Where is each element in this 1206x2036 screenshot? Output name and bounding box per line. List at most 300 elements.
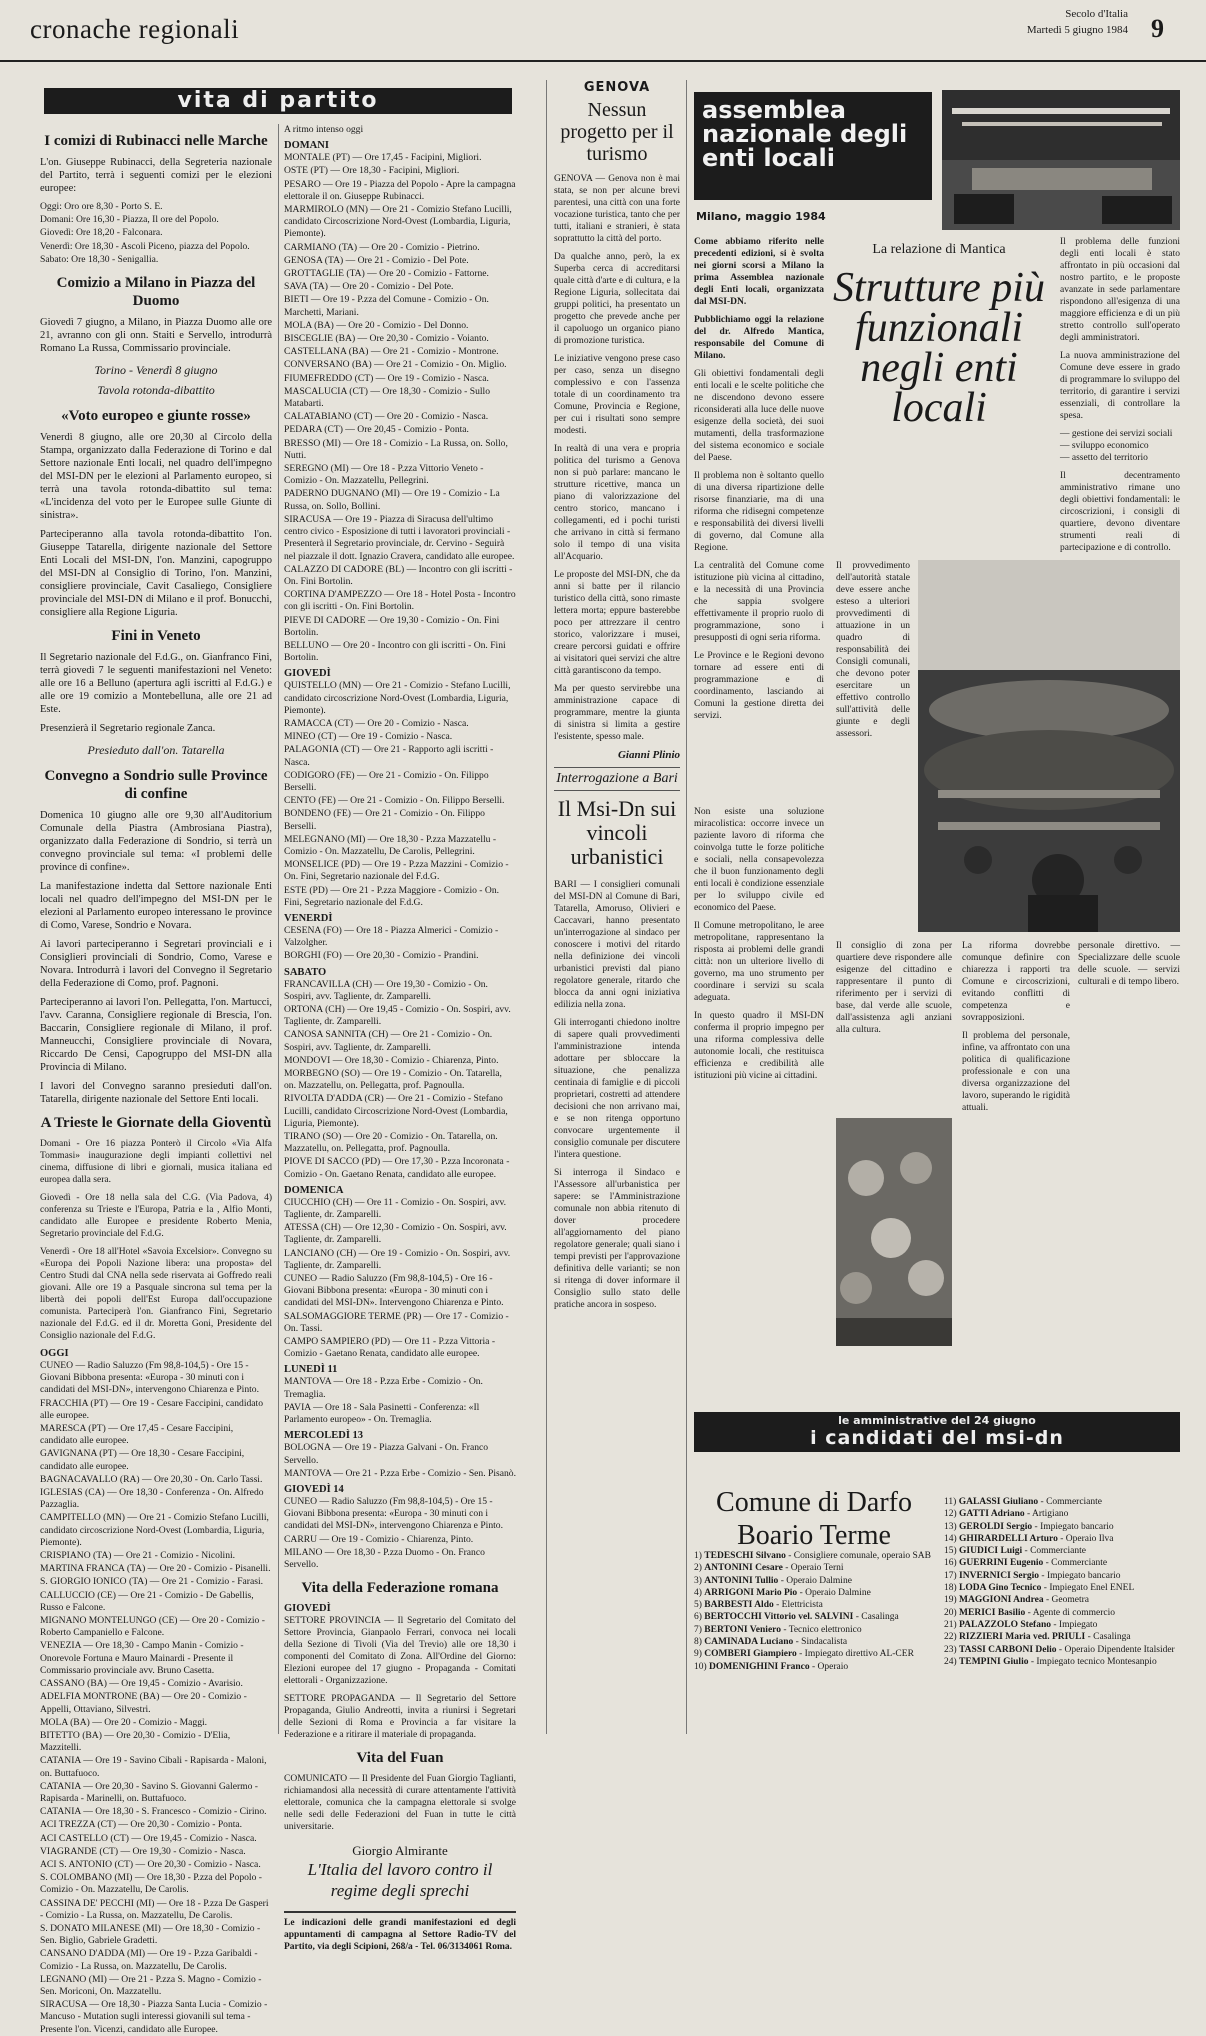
photo-illustration — [942, 90, 1180, 230]
assemblea-bottom-col-2 — [836, 940, 952, 1110]
candidate-name: ANTONINI Cesare — [704, 1563, 783, 1574]
schedule-entry: MARTINA FRANCA (TA) — Ore 20 - Comizio - Pisanelli. — [40, 1563, 271, 1575]
candidate-number: 9) — [694, 1649, 702, 1660]
candidate-number: 24) — [944, 1656, 957, 1667]
schedule-entry: PADERNO DUGNANO (MI) — Ore 19 - Comizio - La Russa, on. Sollo, Bollini. — [284, 488, 500, 512]
schedule-day-heading: GIOVEDÌ — [284, 668, 331, 680]
schedule-entry: MOLA (BA) — Ore 20 - Comizio - Del Donno. — [284, 319, 469, 331]
schedule-entry: BOLOGNA — Ore 19 - Piazza Galvani - On. Franco Servello. — [284, 1442, 489, 1466]
bari-paragraph: BARI — I consiglieri comunali del MSI-DN al Comune di Bari, Tatarella, Amoruso, Olivieri e Caccavari, hanno presentato un'interrogazione al sindaco per conoscere i motivi del ritardo nella definizione dei vincoli urbanistici previsti dal piano regolatore generale, ritardo che blocca da anni ogni iniziativa edilizia nella zona. — [554, 880, 680, 1010]
schedule-entry: CALAZZO DI CADORE (BL) — Incontro con gli iscritti - On. Fini Bortolin. — [284, 563, 513, 587]
candidate-name: TEMPINI Giulio — [959, 1656, 1029, 1667]
schedule-entry: CALLUCCIO (CE) — Ore 21 - Comizio - De Gabellis, Russo e Falcone. — [40, 1589, 254, 1613]
genova-paragraph: Le proposte del MSI-DN, che da anni si batte per il rilancio turistico della città, sono rimaste lettera morta; eppure basterebbe poco per attrezzare il centro storico, valorizzare i musei, creare percorsi guidati e offrire ai visitatori quei servizi che altre città garantiscono da tempo. — [554, 570, 680, 676]
schedule-list-mercoledi — [284, 1442, 516, 1480]
candidate-row — [944, 1594, 1180, 1606]
candidate-row — [944, 1570, 1180, 1582]
candidate-role: Geometra — [1051, 1595, 1089, 1606]
issue-date: Martedì 5 giugno 1984 — [1026, 24, 1128, 36]
candidate-number: 23) — [944, 1644, 957, 1655]
list-item: Giovedì: Ore 18,20 - Falconara. — [40, 227, 163, 239]
schedule-entry: BELLUNO — Ore 20 - Incontro con gli iscritti - On. Fini Bortolin. — [284, 639, 506, 664]
candidate-number: 14) — [944, 1533, 957, 1544]
schedule-list-domenica — [284, 1197, 516, 1361]
separator: - — [1039, 1570, 1047, 1581]
schedule-entry: ACI CASTELLO (CT) — Ore 19,45 - Comizio - Nasca. — [40, 1832, 257, 1844]
schedule-entry: SALSOMAGGIORE TERME (PR) — Ore 17 - Comizio - On. Tassi. — [284, 1310, 509, 1334]
candidate-row — [694, 1562, 934, 1574]
schedule-entry: MANTOVA — Ore 18 - P.zza Erbe - Comizio - On. Tremaglia. — [284, 1376, 483, 1400]
bari-paragraph: Si interroga il Sindaco e l'Assessore all'urbanistica per sapere: se l'Amministrazione comunale non abbia ritenuto di dover procedere all'aggiornamento del piano regolatore generale; quali siano i tempi previsti per l'approvazione definitiva delle varianti; se non si ritenga di dover informare il Consiglio sullo stato delle pratiche ancora in sospeso. — [554, 1168, 680, 1310]
schedule-entry: IGLESIAS (CA) — Ore 18,30 - Conferenza - On. Alfredo Pazzaglia. — [40, 1487, 264, 1511]
assemblea-right-column — [1060, 236, 1180, 556]
schedule-entry: RIVOLTA D'ADDA (CR) — Ore 21 - Comizio - Stefano Lucilli, candidato Circoscrizione Nord-Ovest (Lombardia, Liguria, Piemonte). — [284, 1093, 508, 1129]
candidate-row — [944, 1496, 1180, 1508]
candidate-role: Operaio Dipendente Italsider — [1064, 1644, 1175, 1655]
candidate-number: 1) — [694, 1551, 702, 1561]
schedule-entry: S. COLOMBANO (MI) — Ore 18,30 - P.zza del Popolo - Comizio - On. Mazzatellu, De Carolis. — [40, 1872, 262, 1896]
candidate-list-right — [944, 1496, 1180, 1668]
schedule-entry: CARMIANO (TA) — Ore 20 - Comizio - Pietrino. — [284, 241, 480, 253]
candidati-kicker: le amministrative del 24 giugno — [838, 1414, 1036, 1427]
assemblea-right-bullet: — sviluppo economico — [1060, 441, 1149, 451]
candidate-number: 21) — [944, 1619, 957, 1630]
candidate-row — [944, 1644, 1180, 1656]
headline-rubinacci: I comizi di Rubinacci nelle Marche — [44, 133, 268, 149]
propaganda-notice: Le indicazioni delle grandi manifestazioni ed degli appuntamenti di campagna al Settore Radio-TV del Partito, via degli Scipioni, 268/a - Tel. 06/3134061 Roma. — [284, 1911, 516, 1953]
list-item: Sabato: Ore 18,30 - Senigallia. — [40, 253, 159, 265]
candidate-name: MERICI Basilio — [959, 1607, 1026, 1618]
article-sondrio: Domenica 10 giugno alle ore 9,30 all'Auditorium Comunale della Piastra (Ambrosiana Piastra), organizzato dalla Federazione di Sondrio, si terrà un convegno provinciale sul tema: «I problemi delle province di confine». — [40, 810, 272, 874]
candidate-row — [944, 1545, 1180, 1557]
schedule-entry: SEREGNO (MI) — Ore 18 - P.zza Vittorio Veneto - Comizio - On. Mazzatellu, Pellegrini. — [284, 463, 484, 487]
separator: - — [797, 1587, 806, 1598]
candidate-role: Operaio — [817, 1661, 849, 1672]
list-item: Oggi: Oro ore 8,30 - Porto S. E. — [40, 201, 163, 212]
schedule-entry: ADELFIA MONTRONE (BA) — Ore 20 - Comizio - Appelli, Ottaviano, Silvestri. — [40, 1691, 247, 1715]
schedule-entry: FRACCHIA (PT) — Ore 19 - Cesare Faccipini, candidato alle europee. — [40, 1397, 264, 1421]
candidate-name: TASSI CARBONI Delio — [959, 1644, 1057, 1655]
newspaper-name: Secolo d'Italia — [1065, 8, 1128, 20]
candidate-name: RIZZIERI Maria ved. PRIULI — [959, 1632, 1086, 1643]
candidate-name: GUERRINI Eugenio — [959, 1558, 1044, 1569]
candidate-row — [694, 1648, 934, 1660]
candidate-role: Sindacalista — [801, 1637, 848, 1648]
genova-tag: GENOVA — [583, 80, 651, 95]
schedule-entry: ESTE (PD) — Ore 21 - P.zza Maggiore - Comizio - On. Fini, Segretario nazionale del F.d.G. — [284, 884, 500, 908]
schedule-list-venerdi — [284, 925, 516, 963]
schedule-entry: S. GIORGIO IONICO (TA) — Ore 21 - Comizio - Farasi. — [40, 1576, 264, 1588]
schedule-entry: PIEVE DI CADORE — Ore 19,30 - Comizio - On. Fini Bortolin. — [284, 614, 500, 638]
candidate-row — [694, 1599, 934, 1611]
candidate-row — [944, 1619, 1180, 1631]
assemblea-bottom-col-3 — [962, 940, 1070, 1326]
schedule-entry: BRESSO (MI) — Ore 18 - Comizio - La Russa, on. Sollo, Nutti. — [284, 437, 508, 461]
schedule-entry: CALATABIANO (CT) — Ore 20 - Comizio - Nasca. — [284, 411, 489, 423]
candidate-role: Impiegato bancario — [1040, 1521, 1114, 1532]
assemblea-paragraph: Il consiglio di zona per quartiere deve rispondere alle esigenze del cittadino e rappresentare il punto di riferimento per i servizi di base, dal verde alle scuole, dall'assistenza agli anziani alla cultura. — [836, 941, 952, 1035]
candidate-name: TEDESCHI Silvano — [704, 1551, 786, 1561]
schedule-entry: S. DONATO MILANESE (MI) — Ore 18,30 - Comizio - Sen. Biglio, Gabriele Gradetti. — [40, 1922, 261, 1947]
schedule-entry: OSTE (PT) — Ore 18,30 - Facipini, Migliori. — [284, 165, 460, 177]
candidate-name: ANTONINI Tullio — [704, 1575, 779, 1586]
candidate-role: Impiegato — [1058, 1619, 1098, 1630]
candidate-role: Casalinga — [861, 1612, 899, 1623]
candidate-list-left — [694, 1550, 934, 1673]
separator: - — [1041, 1583, 1050, 1594]
headline-federazione-romana: Vita della Federazione romana — [301, 1580, 499, 1597]
genova-paragraph: Da qualche anno, però, la ex Superba cerca di accreditarsi quale città d'arte e di cultura, e la Regione Liguria, sollecitata dai gruppi politici, ha presentato un progetto che prevede anche per il capoluogo un organico piano di promozione turistica. — [554, 252, 680, 346]
separator: - — [785, 1551, 794, 1561]
article-federazione-2: SETTORE PROPAGANDA — Il Segretario del Settore Propaganda, Giulio Andreotti, invita a riunirsi i Segretari delle Sezioni di Roma e Provincia a far visitare la Federazione e a ritirare il materiale di propaganda. — [284, 1694, 516, 1741]
schedule-entry: MARESCA (PT) — Ore 17,45 - Cesare Faccipini, candidato alle europee. — [40, 1423, 234, 1447]
candidate-number: 13) — [944, 1521, 957, 1532]
schedule-entry: CAMPITELLO (MN) — Ore 21 - Comizio Stefano Lucilli, candidato circoscrizione Nord-Ovest (Lombardia, Liguria, Piemonte). — [40, 1512, 269, 1548]
schedule-entry: CIUCCHIO (CH) — Ore 11 - Comizio - On. Sospiri, avv. Tagliente, dr. Zamparelli. — [284, 1196, 507, 1221]
schedule-list-domani — [284, 152, 516, 664]
assemblea-paragraph: Il Comune metropolitano, le aree metropolitane, rappresentano la risposta ai problemi delle grandi città: non un ulteriore livello di governo, ma uno strumento per coordinare i servizi su scala adeguata. — [694, 921, 824, 1003]
separator: - — [1028, 1656, 1037, 1667]
candidate-role: Agente di commercio — [1032, 1607, 1115, 1618]
candidate-name: ARRIGONI Mario Pio — [704, 1587, 798, 1598]
schedule-entry: CUNEO — Radio Saluzzo (Fm 98,8-104,5) - Ore 15 - Giovani Bibbona presenta: «Europa - 30 minuti con i candidati del MSI-DN», intervengono Chiarenza e Pinto. — [284, 1495, 504, 1532]
candidate-role: Commerciante — [1046, 1497, 1103, 1507]
schedule-entry: CANOSA SANNITA (CH) — Ore 21 - Comizio - On. Sospiri, avv. Tagliente, dr. Zamparelli. — [284, 1029, 493, 1053]
assemblea-paragraph: Gli obiettivi fondamentali degli enti locali e le scelte politiche che ne discendono devono essere riconsiderati alla luce delle nuove esigenze della società, dei suoi mutamenti, della trasformazione del sistema economico e sociale del Paese. — [694, 369, 824, 463]
candidate-row — [694, 1550, 934, 1562]
vita-di-partito-banner: vita di partito — [44, 88, 512, 114]
candidate-name: DOMENIGHINI Franco — [709, 1661, 810, 1672]
assemblea-banner: assemblea nazionale degli enti locali — [694, 92, 932, 200]
schedule-entry: MONTALE (PT) — Ore 17,45 - Facipini, Migliori. — [284, 152, 482, 164]
schedule-entry: ATESSA (CH) — Ore 12,30 - Comizio - On. Sospiri, avv. Tagliente, dr. Zamparelli. — [284, 1222, 507, 1246]
candidate-number: 2) — [694, 1563, 702, 1574]
genova-paragraph: In realtà di una vera e propria politica del turismo a Genova non si può parlare: mancano le strutture ricettive, manca un piano di valorizzazione del centro storico, mancano i collegamenti, ed i pochi turisti che arrivano in città si fermano solo il tempo di una visita all'Acquario. — [554, 444, 680, 562]
schedule-day-heading: MERCOLEDÌ 13 — [284, 1430, 364, 1442]
schedule-entry: PIOVE DI SACCO (PD) — Ore 17,30 - P.zza Incoronata - Comizio - On. Gaetano Renata, candidato alle europee. — [284, 1156, 510, 1180]
article-federazione: SETTORE PROVINCIA — Il Segretario del Comitato del Settore Provincia, Gianpaolo Ferrari, convoca nei locali della Sezione di Tivoli (Via del Trevio) alle ore 18,30 i componenti del Comitato di Zona. All'Ordine del Giorno: Elezioni europee del 17 giugno - Propaganda - Comitati elettorali - Organizzazione. — [284, 1616, 516, 1687]
schedule-entry: BONDENO (FE) — Ore 21 - Comizio - On. Filippo Berselli. — [284, 808, 485, 832]
schedule-entry: CUNEO — Radio Saluzzo (Fm 98,8-104,5) - Ore 15 - Giovani Bibbona presenta: «Europa - 30 minuti con i candidati del MSI-DN», intervengono Chiarenza e Pinto. — [40, 1360, 260, 1396]
candidate-role: Impiegato direttivo AL-CER — [804, 1649, 914, 1660]
schedule-entry: MASCALUCIA (CT) — Ore 18,30 - Comizio - Sullo Matabarti. — [284, 385, 490, 410]
genova-paragraph: Le iniziative vengono prese caso per caso, senza un disegno complessivo e con l'assenza totale di un coordinamento tra Comune, Provincia e Regione, per cui i risultati sono sempre modesti. — [554, 354, 680, 436]
schedule-entry: CASSANO (BA) — Ore 19,45 - Comizio - Avarisio. — [40, 1678, 243, 1690]
kicker-torino: Torino - Venerdì 8 giugno — [94, 363, 218, 378]
relazione-kicker: La relazione di Mantica — [872, 242, 1006, 257]
vita-column-1 — [40, 124, 272, 2035]
schedule-entry: CODIGORO (FE) — Ore 21 - Comizio - On. Filippo Berselli. — [284, 769, 489, 793]
candidate-name: LODA Gino Tecnico — [959, 1583, 1042, 1594]
genova-byline: Gianni Plinio — [617, 749, 680, 761]
schedule-day-heading: DOMANI — [284, 140, 329, 152]
candidate-row — [694, 1611, 934, 1623]
assemblea-intro: Come abbiamo riferito nelle precedenti edizioni, si è svolta nei giorni scorsi a Milano la prima Assemblea nazionale degli Enti locali, organizzata dal MSI-DN. — [694, 237, 824, 307]
candidate-number: 20) — [944, 1607, 957, 1618]
headline-milano-duomo: Comizio a Milano in Piazza del Duomo — [56, 275, 256, 310]
schedule-entry: GROTTAGLIE (TA) — Ore 20 - Comizio - Fattorne. — [284, 268, 489, 280]
article-fini-veneto: Il Segretario nazionale del F.d.G., on. Gianfranco Fini, terrà giovedì 7 le seguenti manifestazioni nel Veneto: alle ore 16 a Belluno (apertura agli iscritti al F.d.G.) e alle ore 19 comizio a Montebelluna, alle ore 21 ad Este. — [40, 652, 272, 716]
assemblea-middle-column — [836, 560, 910, 930]
schedule-entry: QUISTELLO (MN) — Ore 21 - Comizio - Stefano Lucilli, candidato circoscrizione Nord-Ovest (Lombardia, Liguria, Piemonte). — [284, 680, 511, 716]
schedule-entry: CENTO (FE) — Ore 21 - Comizio - On. Filippo Berselli. — [284, 795, 505, 807]
photo-illustration — [836, 1118, 952, 1346]
candidate-number: 5) — [694, 1600, 702, 1611]
article-sondrio-2: La manifestazione indetta dal Settore nazionale Enti locali nel quadro dell'impegno del MSI-DN per le elezioni al Parlamento europeo interessano le province di Como, Varese, Sondrio e Novara. — [40, 881, 272, 932]
article-trieste-2: Giovedì - Ore 18 nella sala del C.G. (Via Padova, 4) conferenza su Trieste e l'Europa, Patria e la , Alfio Monti, candidato alle Europee e presidente Roberto Menia, Segretario provinciale del F.d.G. — [40, 1193, 272, 1240]
separator: - — [853, 1612, 862, 1623]
candidate-row — [694, 1587, 934, 1599]
schedule-entry: CASSINA DE' PECCHI (MI) — Ore 18 - P.zza De Gasperi - Comizio - La Russa, on. Mazzatellu, De Carolis. — [40, 1897, 269, 1921]
schedule-list-giovedi — [284, 680, 516, 909]
strutture-headline: Strutture più funzionali negli enti locali — [833, 265, 1045, 431]
bari-paragraph: Gli interroganti chiedono inoltre di sapere quali provvedimenti l'amministrazione intenda adottare per sbloccare la situazione, che penalizza centinaia di famiglie e di piccoli proprietari, costretti ad attendere decisioni che non arrivano mai, e se non ritenga opportuno convocare urgentemente il consiglio comunale per discutere l'intera questione. — [554, 1018, 680, 1160]
separator: - — [793, 1637, 802, 1648]
schedule-entry: PAVIA — Ore 18 - Sala Pasinetti - Conferenza: «Il Parlamento europeo» - On. Tremaglia. — [284, 1401, 480, 1426]
schedule-entry: CAMPO SAMPIERO (PD) — Ore 11 - P.zza Vittoria - Comizio - Gaetano Renata, candidato alle europee. — [284, 1336, 496, 1360]
column-divider — [686, 80, 687, 1734]
article-fuan: COMUNICATO — Il Presidente del Fuan Giorgio Taglianti, richiamandosi alla necessità di curare attentamente l'attività elettorale, comunica che la campagna elettorale si svolge nelle sedi delle Federazioni del Fuan in tutte le città universitarie. — [284, 1774, 516, 1833]
headline-fuan: Vita del Fuan — [356, 1750, 444, 1767]
schedule-list-giovedi14 — [284, 1496, 516, 1571]
schedule-entry: RAMACCA (CT) — Ore 20 - Comizio - Nasca. — [284, 717, 469, 729]
schedule-entry: MONDOVI — Ore 18,30 - Comizio - Chiarenza, Pinto. — [284, 1054, 499, 1066]
schedule-entry: FRANCAVILLA (CH) — Ore 19,30 - Comizio - On. Sospiri, avv. Tagliente, dr. Zamparelli. — [284, 978, 488, 1002]
article-voto-europeo-2: Parteciperanno alla tavola rotonda-dibattito l'on. Giuseppe Tatarella, dirigente nazionale del Settore Enti Locali del MSI-DN, l'on. Manzini, capogruppo del MSI-DN al Consiglio di Torino, l'on. Manzini, consigliere provinciale, Cavit Casaliego, Consigliere provinciale del MSI-DN di Milano e il prof. Bonucchi, consigliere alla Regione Liguria. — [40, 529, 272, 619]
kicker-tavola: Tavola rotonda-dibattito — [97, 383, 215, 398]
genova-headline: Nessun progetto per il turismo — [560, 99, 674, 165]
candidate-name: GATTI Adriano — [959, 1509, 1025, 1520]
candidate-number: 17) — [944, 1570, 957, 1581]
schedule-entry: MORBEGNO (SO) — Ore 19 - Comizio - On. Tatarella, on. Mazzatellu, on. Pellegatta, prof. Pagnoulla. — [284, 1068, 502, 1092]
article-sondrio-3: Ai lavori parteciperanno i Segretari provinciali e i Consiglieri provinciali di Sondrio, Como, Varese e Novara. Introdurrà i lavori del Convegno il Segretario della Federazione di Como, prof. Pagnoni. — [40, 939, 272, 990]
separator: - — [1056, 1644, 1065, 1655]
candidate-role: Consigliere comunale, operaio SAB — [793, 1551, 931, 1561]
schedule-entry: CATANIA — Ore 19 - Savino Cibali - Rapisarda - Maloni, on. Buttafuoco. — [40, 1755, 267, 1779]
candidate-row — [944, 1607, 1180, 1619]
assemblea-paragraph: Le Province e le Regioni devono tornare ad essere enti di programmazione e di coordinamento, lasciando ai Comuni la gestione diretta dei servizi. — [694, 651, 824, 721]
assemblea-right-paragraph: La nuova amministrazione del Comune deve essere in grado di programmare lo sviluppo del territorio, di garantire i servizi essenziali, di controllare la spesa. — [1060, 351, 1180, 421]
separator: - — [1043, 1558, 1052, 1569]
candidate-name: MAGGIONI Andrea — [959, 1595, 1044, 1606]
headline-fini-veneto: Fini in Veneto — [111, 628, 201, 645]
schedule-entry: VENEZIA — Ore 18,30 - Campo Manin - Comizio - Onorevole Fortuna e Mauro Mainardi - Presente il Commissario provinciale avv. Bruno Casetta. — [40, 1640, 244, 1676]
schedule-entry: SIRACUSA — Ore 19 - Piazza di Siracusa dell'ultimo centro civico - Esposizione di tutti i lavoratori provinciali - Presenterà il Segretario provinciale, dr. Cervino - Seguirà nel piazzale il dott. Ignazio Cravera, candidato alle europee. — [284, 513, 515, 562]
schedule-entry: TIRANO (SO) — Ore 20 - Comizio - On. Tatarella, on. Mazzatellu, on. Pellegatta, prof. Pagnoulla. — [284, 1131, 498, 1155]
assemblea-right-bullet: — assetto del territorio — [1060, 453, 1148, 463]
article-trieste-3: Venerdì - Ore 18 all'Hotel «Savoia Excelsior». Convegno su «Europa dei Popoli Nazione libera: una proposta» del Centro Studi dal CNA nella sede riservata ai Goffredo reali giovani. Alle ore 19 a Pasquale sincrona sul tema per la libertà dei popoli dell'Est Europa dall'occupazione comunista. Parteciperà l'on. Gianfranco Fini, Segretario nazionale del F.d.G. ed il dr. Moretta Goni, Presidente del Consiglio nazionale del F.d.G. — [40, 1247, 272, 1342]
schedule-entry: SIRACUSA — Ore 18,30 - Piazza Santa Lucia - Comizio - Mancuso - Mutation sugli interessi giovanili sul tema - Presente l'on. Vicenzi, candidato alle Europee. — [40, 1999, 268, 2035]
assemblea-paragraph: In questo quadro il MSI-DN conferma il proprio impegno per una riforma complessiva delle autonomie locali, che restituisca efficienza e credibilità alle istituzioni più vicine ai cittadini. — [694, 1011, 824, 1081]
schedule-day-heading: OGGI — [40, 1348, 69, 1360]
candidate-name: BERTOCCHI Vittorio vel. SALVINI — [704, 1612, 854, 1623]
schedule-entry: MANTOVA — Ore 21 - P.zza Erbe - Comizio - Sen. Pisanò. — [284, 1467, 517, 1479]
schedule-entry: ORTONA (CH) — Ore 19,45 - Comizio - On. Sospiri, avv. Tagliente, dr. Zamparelli. — [284, 1004, 511, 1028]
section-title: cronache regionali — [30, 14, 240, 44]
assembly-hall-photo-main — [918, 560, 1180, 932]
schedule-entry: CONVERSANO (BA) — Ore 21 - Comizio - On. Miglio. — [284, 359, 507, 371]
schedule-entry: CATANIA — Ore 20,30 - Savino S. Giovanni Galermo - Rapisarda - Marinelli, on. Buttafuoco. — [40, 1780, 258, 1804]
schedule-intro: A ritmo intenso oggi — [284, 124, 364, 135]
candidate-number: 16) — [944, 1558, 957, 1569]
schedule-list-sabato — [284, 979, 516, 1181]
headline-voto-europeo: «Voto europeo e giunte rosse» — [61, 408, 251, 425]
candidate-row — [944, 1521, 1180, 1533]
article-voto-europeo: Venerdì 8 giugno, alle ore 20,30 al Circolo della Stampa, organizzato dalla Federazione di Torino e dal Settore nazionale Enti locali, nel quadro dell'impegno del MSI-DN per le elezioni al Parlamento europeo, si terrà una tavola rotonda-dibattito sul tema: «L'incidenza del voto per le Europee sulle Giunte di sinistra». — [40, 432, 272, 522]
candidate-role: Operaio Dalmine — [805, 1587, 871, 1598]
genova-column — [554, 80, 680, 1734]
assemblea-right-paragraph: Il decentramento amministrativo rimane uno degli obiettivi fondamentali: le circoscrizioni, i consigli di quartiere, devono diventare strumenti reali di partecipazione e di controllo. — [1060, 471, 1180, 553]
separator: - — [1024, 1509, 1032, 1520]
schedule-day-heading: SABATO — [284, 966, 327, 978]
column-divider — [278, 124, 279, 1734]
article-sondrio-4: Parteciperanno ai lavori l'on. Pellegatta, l'on. Martucci, l'avv. Caranna, Consigliere regionale di Brescia, l'on. Baccarin, Consigliere regionale di Milano, il prof. Manneucchi, Consigliere provinciale di Novara, Riccardo De Censi, Capogruppo del MSI-DN alla Provincia di Milano. — [40, 997, 272, 1074]
assemblea-paragraph: personale direttivo. — Specializzare delle scuole delle scuole. — servizi culturali e di tempo libero. — [1078, 941, 1180, 987]
almirante-title: L'Italia del lavoro contro il regime degli sprechi — [307, 1860, 493, 1901]
assemblea-paragraph: La riforma dovrebbe comunque definire con chiarezza i rapporti tra Comune e circoscrizioni, evitando conflitti di competenza e sovrapposizioni. — [962, 941, 1070, 1023]
kicker-tatarella: Presieduto dall'on. Tatarella — [87, 743, 225, 758]
assemblea-paragraph: Il provvedimento dell'autorità statale deve essere anche esteso a ulteriori provvedimenti di attuazione in un quadro di responsabilità dei Consigli comunali, che devono poter esercitare un effettivo controllo sull'attività delle giunte e degli assessori. — [836, 561, 910, 739]
genova-paragraph: GENOVA — Genova non è mai stata, se non per alcune brevi parentesi, una città con una forte vocazione turistica, tanto che per tutti, italiani e stranieri, è stata soprattutto la città del porto. — [554, 174, 680, 244]
candidate-role: Tecnico elettronico — [788, 1624, 862, 1635]
schedule-entry: VIAGRANDE (CT) — Ore 19,30 - Comizio - Nasca. — [40, 1845, 246, 1857]
candidate-row — [694, 1575, 934, 1587]
schedule-day-heading: LUNEDÌ 11 — [284, 1364, 338, 1376]
candidate-name: CAMINADA Luciano — [704, 1637, 794, 1648]
assemblea-paragraph: Il problema del personale, infine, va affrontato con una politica di qualificazione professionale e con una diversa organizzazione del lavoro, superando le rigidità attuali. — [962, 1031, 1070, 1113]
candidate-number: 22) — [944, 1632, 957, 1643]
bari-kicker: Interrogazione a Bari — [554, 767, 680, 791]
candidate-number: 8) — [694, 1637, 702, 1648]
separator: - — [780, 1624, 789, 1635]
schedule-entry: MINEO (CT) — Ore 19 - Comizio - Nasca. — [284, 731, 453, 743]
schedule-list-oggi — [40, 1360, 272, 2036]
page-number: 9 — [1151, 14, 1164, 43]
candidate-role: Impiegato bancario — [1046, 1570, 1121, 1581]
schedule-entry: MONSELICE (PD) — Ore 19 - P.zza Mazzini - Comizio - On. Fini, Segretario nazionale del F.d.G. — [284, 859, 509, 883]
candidate-name: GEROLDI Sergio — [959, 1521, 1033, 1532]
schedule-entry: CRISPIANO (TA) — Ore 21 - Comizio - Nicolini. — [40, 1550, 236, 1562]
candidate-number: 10) — [694, 1661, 707, 1672]
candidate-role: Impiegato tecnico Montesanpio — [1036, 1656, 1157, 1667]
schedule-entry: CARRU — Ore 19 - Comizio - Chiarenza, Pinto. — [284, 1533, 474, 1545]
candidate-role: Casalinga — [1093, 1632, 1131, 1643]
assemblea-paragraph: Non esiste una soluzione miracolistica: occorre invece un paziente lavoro di riforma che coinvolga tutte le forze politiche e sociali, nella consapevolezza che il buon funzionamento degli enti locali è condizione essenziale per lo sviluppo civile ed economico del Paese. — [694, 807, 824, 913]
assemblea-place: Milano, maggio 1984 — [696, 210, 826, 223]
separator: - — [796, 1649, 805, 1660]
schedule-entry: MARMIROLO (MN) — Ore 21 - Comizio Stefano Lucilli, candidato Circoscrizione Nord-Ovest (Lombardia, Liguria, Piemonte). — [284, 204, 512, 240]
separator: - — [1085, 1632, 1094, 1643]
schedule-entry: CORTINA D'AMPEZZO — Ore 18 - Hotel Posta - Incontro con gli iscritti - On. Fini Bortolin. — [284, 589, 516, 613]
candidate-number: 3) — [694, 1575, 702, 1586]
candidate-role: Elettricista — [781, 1600, 823, 1611]
candidate-name: BERTONI Veniero — [704, 1624, 781, 1635]
schedule-entry: BITETTO (BA) — Ore 20,30 - Comizio - D'Elia, Mazzitelli. — [40, 1729, 231, 1754]
candidate-number: 4) — [694, 1587, 702, 1598]
almirante-author: Giorgio Almirante — [352, 1843, 448, 1859]
candidate-row — [944, 1533, 1180, 1545]
schedule-entry: LANCIANO (CH) — Ore 19 - Comizio - On. Sospiri, avv. Tagliente, dr. Zamparelli. — [284, 1247, 511, 1271]
candidate-row — [944, 1656, 1180, 1668]
article-trieste: Domani - Ore 16 piazza Ponterò il Circolo «Via Alfa Tommasi» inaugurazione degli impianti collettivi nel cinema, diffusione di libri e giornali, musica italiana ed europea dalla sera. — [40, 1139, 272, 1186]
assemblea-paragraph: La centralità del Comune come istituzione più vicina al cittadino, e la necessità di una Provincia che sappia svolgere effettivamente il proprio ruolo di programmazione, sono i presupposti di ogni seria riforma. — [694, 561, 824, 643]
schedule-entry: GAVIGNANA (PT) — Ore 18,30 - Cesare Faccipini, candidato alle europee. — [40, 1448, 245, 1472]
candidate-row — [944, 1508, 1180, 1520]
candidate-row — [694, 1661, 934, 1673]
candidate-role: Artigiano — [1032, 1509, 1069, 1520]
schedule-entry: ACI S. ANTONIO (CT) — Ore 20,30 - Comizio - Nasca. — [40, 1858, 261, 1870]
separator: - — [778, 1575, 787, 1586]
schedule-list-lunedi — [284, 1376, 516, 1426]
schedule-entry: PEDARA (CT) — Ore 20,45 - Comizio - Ponta. — [284, 424, 469, 436]
schedule-entry: CESENA (FO) — Ore 18 - Piazza Almerici - Comizio - Valzolgher. — [284, 924, 499, 949]
list-item: Venerdì: Ore 18,30 - Ascoli Piceno, piazza del Popolo. — [40, 240, 250, 252]
candidate-number: 18) — [944, 1583, 957, 1594]
candidate-role: Operaio Dalmine — [786, 1575, 852, 1586]
candidate-number: 7) — [694, 1624, 702, 1635]
bari-headline: Il Msi-Dn sui vincoli urbanistici — [557, 796, 677, 869]
candidate-role: Operaio Terni — [790, 1563, 844, 1574]
assemblea-right-bullet: — gestione dei servizi sociali — [1060, 429, 1173, 439]
assemblea-right-paragraph: Il problema delle funzioni degli enti locali è stato affrontato in più occasioni dal nostro partito, e le proposte avanzate in sede parlamentare rispondono all'esigenza di una maggiore efficienza e di un più stretto controllo sull'operato degli amministratori. — [1060, 237, 1180, 343]
schedule-entry: ACI TREZZA (CT) — Ore 20,30 - Comizio - Ponta. — [40, 1819, 243, 1831]
assemblea-bottom-col-1 — [694, 806, 824, 1326]
article-rubinacci: L'on. Giuseppe Rubinacci, della Segreteria nazionale del Partito, terrà i seguenti comizi per le elezioni europee: — [40, 157, 272, 194]
candidate-role: Impiegato Enel ENEL — [1049, 1583, 1135, 1594]
schedule-entry: PALAGONIA (CT) — Ore 21 - Rapporto agli iscritti - Nasca. — [284, 744, 494, 768]
candidate-row — [944, 1582, 1180, 1594]
schedule-entry: CASTELLANA (BA) — Ore 21 - Comizio - Montrone. — [284, 346, 499, 358]
list-item: Domani: Ore 16,30 - Piazza, Il ore del Popolo. — [40, 214, 219, 226]
schedule-entry: BAGNACAVALLO (RA) — Ore 20,30 - On. Carlo Tassi. — [40, 1473, 263, 1485]
headline-sondrio: Convegno a Sondrio sulle Province di confine — [44, 768, 268, 803]
candidate-name: GHIRARDELLI Arturo — [959, 1533, 1058, 1544]
schedule-entry: CANSANO D'ADDA (MI) — Ore 19 - P.zza Garibaldi - Comizio - La Russa, on. Mazzatellu, De Carolis. — [40, 1948, 258, 1972]
schedule-entry: GENOSA (TA) — Ore 21 - Comizio - Del Pote. — [284, 254, 469, 266]
schedule-entry: PESARO — Ore 19 - Piazza del Popolo - Apre la campagna elettorale il on. Giuseppe Rubinacci. — [284, 178, 516, 202]
candidate-name: GIUDICI Luigi — [959, 1546, 1023, 1557]
candidate-name: COMBERI Giampiero — [704, 1649, 797, 1660]
separator: - — [1025, 1607, 1033, 1618]
assemblea-intro-column — [694, 236, 824, 796]
separator: - — [809, 1661, 818, 1672]
article-fini-veneto-2: Presenzierà il Segretario regionale Zanca. — [40, 723, 216, 735]
assemblea-bottom-col-4 — [1078, 940, 1180, 1326]
candidate-number: 6) — [694, 1612, 702, 1623]
schedule-entry: FIUMEFREDDO (CT) — Ore 19 - Comizio - Nasca. — [284, 372, 489, 384]
schedule-entry: CUNEO — Radio Saluzzo (Fm 98,8-104,5) - Ore 16 - Giovani Bibbona presenta: «Europa - 30 minuti con i candidati del MSI-DN». Intervengono Chiarenza e Pinto. — [284, 1273, 504, 1309]
schedule-day-heading: GIOVEDÌ 14 — [284, 1483, 344, 1495]
candidate-name: PALAZZOLO Stefano — [959, 1619, 1051, 1630]
candidate-row — [694, 1636, 934, 1648]
schedule-entry: MIGNANO MONTELUNGO (CE) — Ore 20 - Comizio - Roberto Campaniello e Falcone. — [40, 1615, 265, 1639]
separator: - — [1057, 1533, 1066, 1544]
genova-paragraph: Ma per questo servirebbe una amministrazione capace di programmare, mentre la giunta di sinistra si limita a gestire l'esistente, spesso male. — [554, 684, 680, 742]
separator: - — [1038, 1497, 1047, 1507]
schedule-entry: SAVA (TA) — Ore 20 - Comizio - Del Pote. — [284, 281, 454, 293]
separator: - — [1032, 1521, 1041, 1532]
candidate-name: GALASSI Giuliano — [958, 1497, 1039, 1507]
candidate-name: BARBESTI Aldo — [704, 1600, 774, 1611]
candidate-number: 15) — [944, 1546, 957, 1557]
vita-column-2 — [284, 124, 517, 1953]
assemblea-paragraph: Il problema non è soltanto quello di una diversa ripartizione delle risorse finanziarie, ma di una riforma che ridisegni competenze e responsabilità dei diversi livelli di governo, dal Comune alla Regione. — [694, 471, 824, 553]
candidate-number: 19) — [944, 1595, 957, 1606]
photo-illustration — [918, 560, 1180, 932]
separator: - — [1043, 1595, 1052, 1606]
schedule-entry: LEGNANO (MI) — Ore 21 - P.zza S. Magno - Comizio - Sen. Moriconi, On. Mazzatellu. — [40, 1973, 262, 1997]
almirante-box — [284, 1843, 516, 1901]
